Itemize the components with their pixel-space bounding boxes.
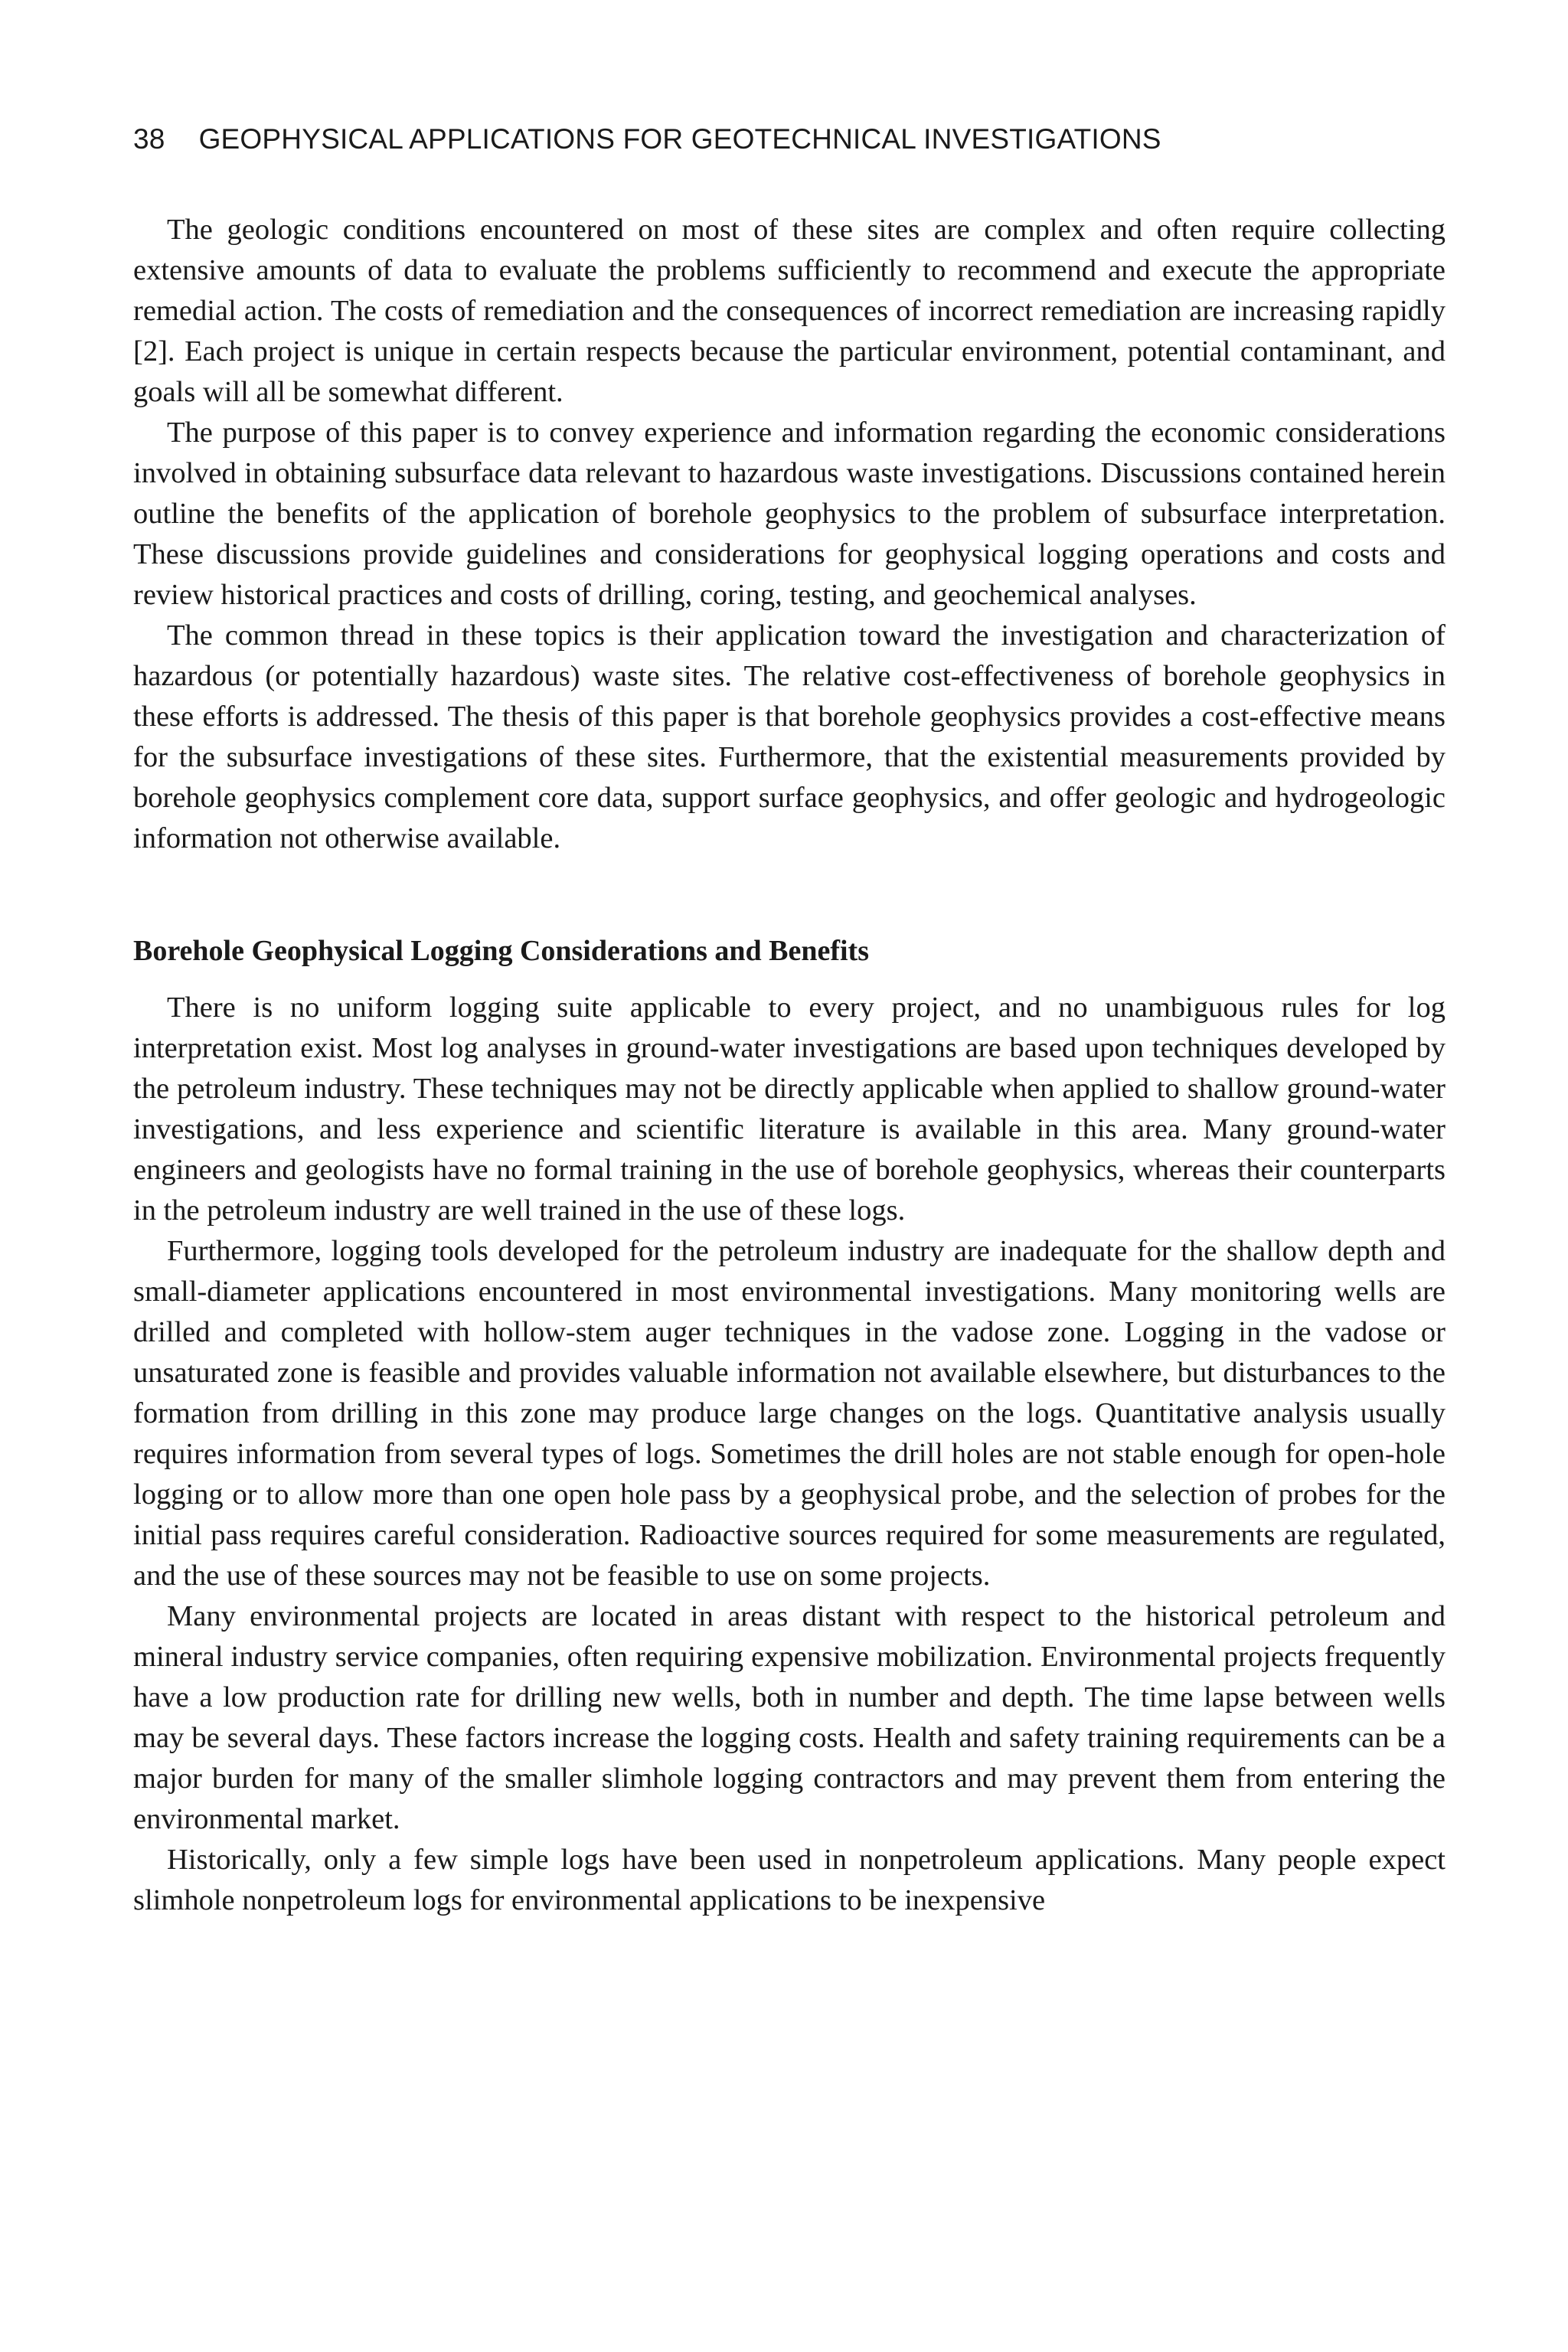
section-body <box>133 988 1446 1921</box>
section-paragraph-3: Many environmental projects are located in areas distant with respect to the historical petroleum and mineral industry service companies, often requiring expensive mobilization. Environmental projects frequently have a low production rate for drilling new wells, both in number and depth. The time lapse between wells may be several days. These factors increase the logging costs. Health and safety training requirements can be a major burden for many of the smaller slimhole logging contractors and may prevent them from entering the environmental market. <box>133 1600 1446 1835</box>
body-text <box>133 210 1446 1921</box>
section-gap <box>133 859 1446 931</box>
intro-paragraph-2: The purpose of this paper is to convey experience and information regarding the economic considerations involved in obtaining subsurface data relevant to hazardous waste investigations. Discussions contained herein outline the benefits of the application of borehole geophysics to the problem of subsurface interpretation. These discussions provide guidelines and considerations for geophysical logging operations and costs and review historical practices and costs of drilling, coring, testing, and geochemical analyses. <box>133 416 1446 611</box>
section-paragraph-4: Historically, only a few simple logs have been used in nonpetroleum applications. Many people expect slimhole nonpetroleum logs for environmental applications to be inexpensive <box>133 1844 1446 1916</box>
running-title: GEOPHYSICAL APPLICATIONS FOR GEOTECHNICAL INVESTIGATIONS <box>198 123 1161 155</box>
section-paragraph-1: There is no uniform logging suite applicable to every project, and no unambiguous rules for log interpretation exist. Most log analyses in ground-water investigations are based upon techniques developed by the petroleum industry. These techniques may not be directly applicable when applied to shallow ground-water investigations, and less experience and scientific literature is available in this area. Many ground-water engineers and geologists have no formal training in the use of borehole geophysics, whereas their counterparts in the petroleum industry are well trained in the use of these logs. <box>133 991 1446 1227</box>
intro-paragraph-3: The common thread in these topics is their application toward the investigation and characterization of hazardous (or potentially hazardous) waste sites. The relative cost-effectiveness of borehole geophysics in these efforts is addressed. The thesis of this paper is that borehole geophysics provides a cost-effective means for the subsurface investigations of these sites. Furthermore, that the existential measurements provided by borehole geophysics complement core data, support surface geophysics, and offer geologic and hydrogeologic information not otherwise available. <box>133 619 1446 854</box>
page-number: 38 <box>133 123 165 155</box>
intro-paragraph-1: The geologic conditions encountered on most of these sites are complex and often require collecting extensive amounts of data to evaluate the problems sufficiently to recommend and execute the appropriate remedial action. The costs of remediation and the consequences of incorrect remediation are increasing rapidly [2]. Each project is unique in certain respects because the particular environment, potential contaminant, and goals will all be somewhat different. <box>133 214 1446 408</box>
section-paragraph-2: Furthermore, logging tools developed for the petroleum industry are inadequate for the shallow depth and small-diameter applications encountered in most environmental investigations. Many monitoring wells are drilled and completed with hollow-stem auger techniques in the vadose zone. Logging in the vadose or unsaturated zone is feasible and provides valuable information not available elsewhere, but disturbances to the formation from drilling in this zone may produce large changes on the logs. Quantitative analysis usually requires information from several types of logs. Sometimes the drill holes are not stable enough for open-hole logging or to allow more than one open hole pass by a geophysical probe, and the selection of probes for the initial pass requires careful consideration. Radioactive sources required for some measurements are regulated, and the use of these sources may not be feasible to use on some projects. <box>133 1235 1446 1592</box>
running-head <box>133 122 1450 156</box>
section-heading: Borehole Geophysical Logging Considerations and Benefits <box>133 935 870 967</box>
